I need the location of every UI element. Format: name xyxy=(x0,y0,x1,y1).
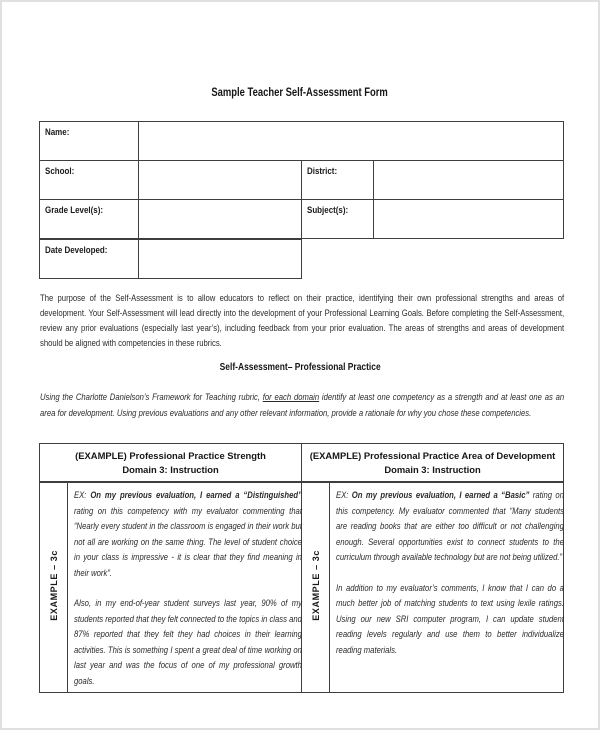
development-side-label: EXAMPLE – 3c xyxy=(310,549,321,621)
development-paragraph-1: EX: On my previous evaluation, I earned a “Basic” rating on this competency. My evaluator commented that “Many students are reading books that are either too difficult or not challenging enough. Several opportunities exist to connect students to the curriculum through available technology but are not being utilized.” xyxy=(336,489,564,562)
header-form-table xyxy=(39,121,564,239)
district-value-cell xyxy=(374,161,564,200)
section-heading xyxy=(0,362,600,373)
example-table-body-row xyxy=(40,482,564,693)
form-row-date xyxy=(40,240,302,279)
date-developed-value-cell xyxy=(139,240,302,279)
development-header-line1: (EXAMPLE) Professional Practice Area of Development xyxy=(309,449,556,461)
instructions-underlined-phrase: for each domain xyxy=(262,391,320,402)
strength-side-label: EXAMPLE – 3c xyxy=(48,549,59,621)
district-label: District: xyxy=(302,161,374,200)
name-value-cell xyxy=(139,122,564,161)
development-header-line2: Domain 3: Instruction xyxy=(384,463,481,475)
section-heading-text: Self-Assessment– Professional Practice xyxy=(219,362,381,373)
instructions-post: identify at least one competency as a strength and at least one as an area for development. Using previous evaluations and any other relevant information, provide a rationale for why you chose these competencies. xyxy=(40,391,565,418)
strength-body-cell xyxy=(68,482,302,693)
strength-header-cell xyxy=(40,444,302,483)
subject-label: Subject(s): xyxy=(302,200,374,239)
grade-level-value-cell xyxy=(139,200,302,239)
purpose-paragraph-container xyxy=(40,290,564,350)
strength-paragraph-2: Also, in my end-of-year student surveys last year, 90% of my students reported that they felt connected to the topics in class and 87% reported that they felt they had choices in their learning activities. This is something I spent a great deal of time working on last year and was the focus of one of my professional growth goals. xyxy=(74,597,302,686)
page-title-text: Sample Teacher Self-Assessment Form xyxy=(211,87,389,99)
strength-side-label-cell xyxy=(40,482,68,693)
example-table xyxy=(39,443,564,693)
grade-level-label: Grade Level(s): xyxy=(40,200,139,239)
form-row-grade-subject xyxy=(40,200,564,239)
school-label: School: xyxy=(40,161,139,200)
subject-value-cell xyxy=(374,200,564,239)
strength-header-line2: Domain 3: Instruction xyxy=(122,463,219,475)
form-row-name xyxy=(40,122,564,161)
strength-paragraph-1: EX: On my previous evaluation, I earned a “Distinguished” rating on this competency with my evaluator commenting that “Nearly every student in the classroom is engaged in their work but not all are working on the same thing. The level of student choice in your class is impressive - it is clear that they find meaning in their work”. xyxy=(74,489,302,578)
development-body-cell xyxy=(330,482,564,693)
purpose-paragraph: The purpose of the Self-Assessment is to allow educators to reflect on their practice, identifying their own professional strengths and areas of development. Your Self-Assessment will lead directly into the development of your Professional Learning Goals. Before completing the Self-Assessment, review any prior evaluations (especially last year’s), including feedback from your prior evaluation. The areas of strengths and areas of development should be aligned with competencies in these rubrics. xyxy=(40,292,565,348)
development-side-label-cell xyxy=(302,482,330,693)
development-header-cell xyxy=(302,444,564,483)
page-title xyxy=(0,87,600,99)
example-table-header-row xyxy=(40,444,564,483)
instructions-paragraph-container xyxy=(40,389,564,421)
development-paragraph-2: In addition to my evaluator’s comments, I know that I can do a much better job of matching students to text using lexile ratings. Using our new SRI computer program, I can update student reading levels regularly and use them to better individualize reading materials. xyxy=(336,581,564,655)
name-label: Name: xyxy=(40,122,139,161)
instructions-pre: Using the Charlotte Danielson’s Framework for Teaching rubric, xyxy=(40,391,263,402)
school-value-cell xyxy=(139,161,302,200)
instructions-paragraph xyxy=(40,389,564,421)
strength-header-line1: (EXAMPLE) Professional Practice Strength xyxy=(75,449,266,461)
header-form-date-table xyxy=(39,239,302,279)
date-developed-label: Date Developed: xyxy=(40,240,139,279)
form-row-school-district xyxy=(40,161,564,200)
